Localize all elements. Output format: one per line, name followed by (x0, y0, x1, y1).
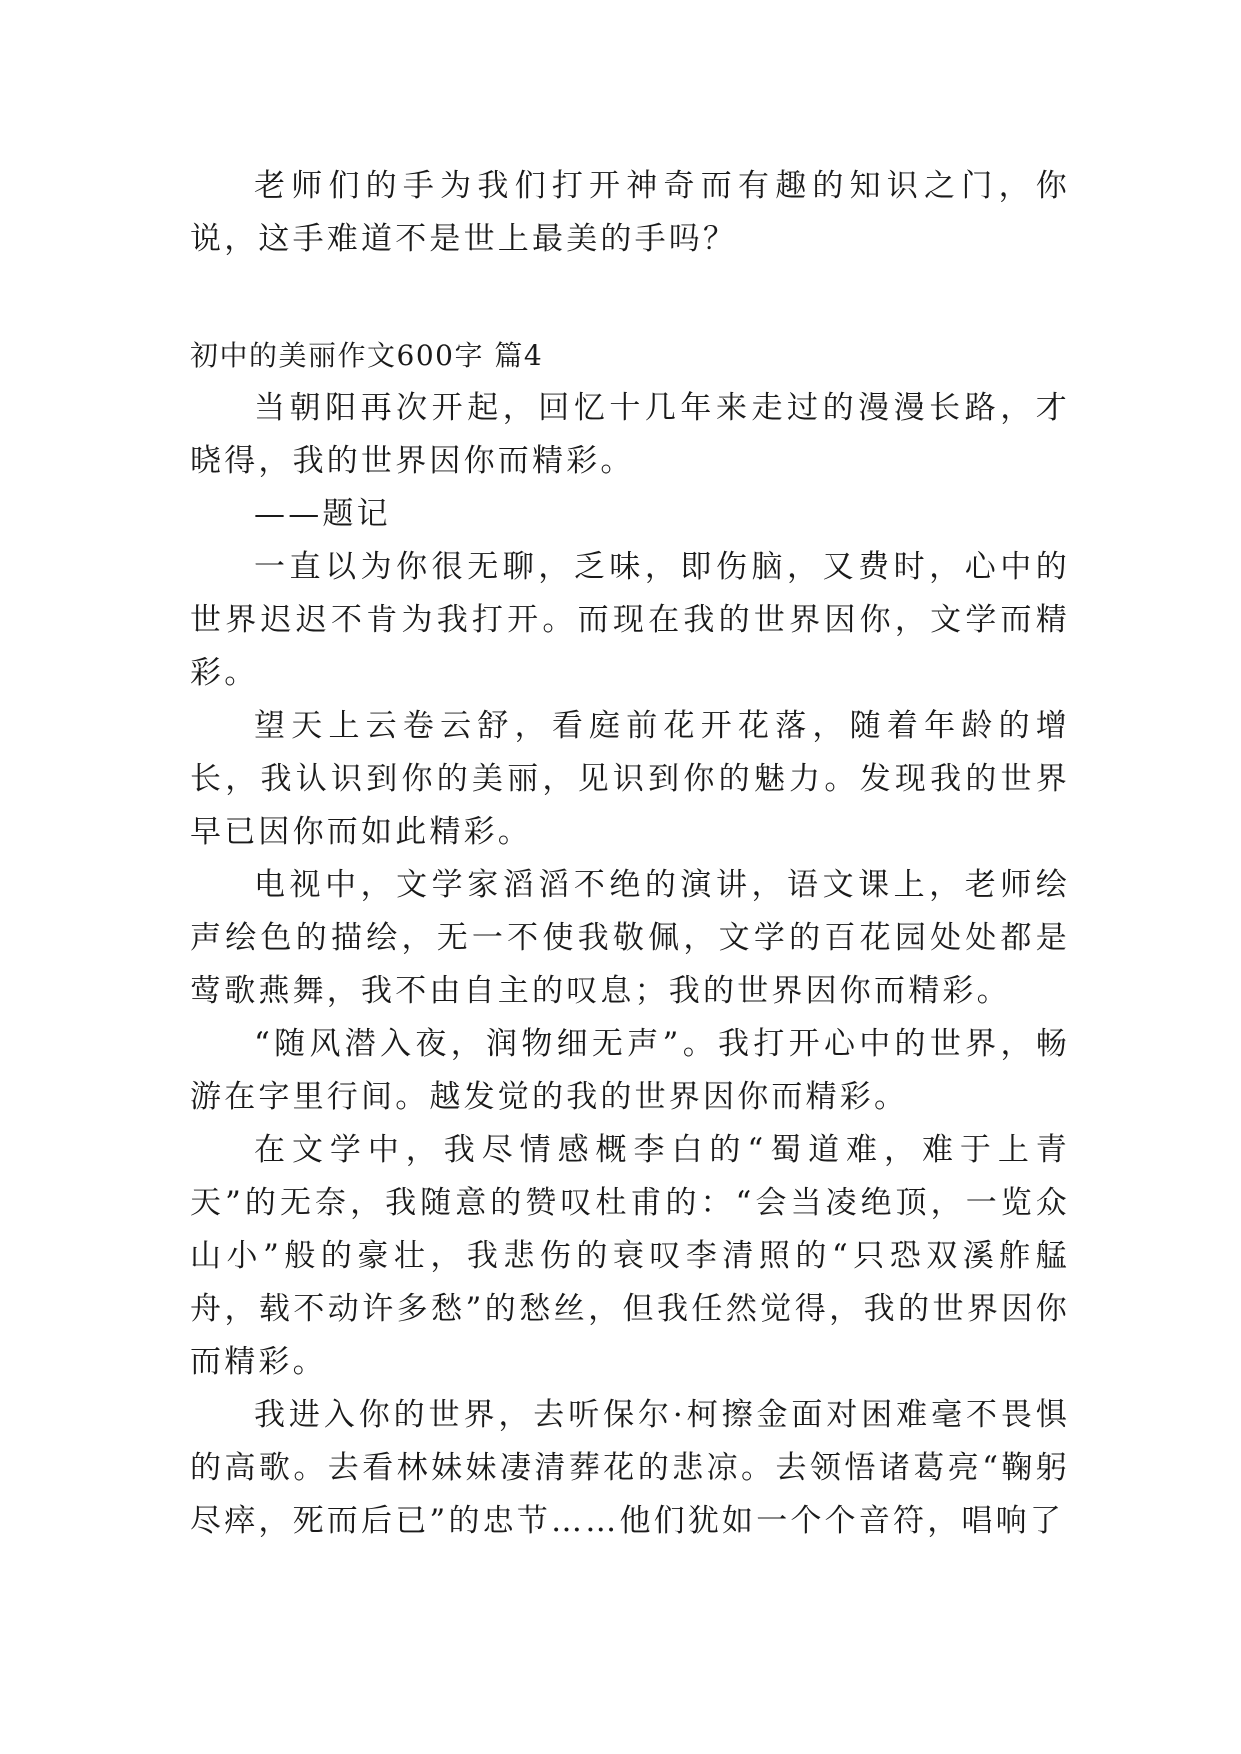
epigraph-attribution: ——题记 (254, 496, 391, 532)
paragraph: 望天上云卷云舒，看庭前花开花落，随着年龄的增长，我认识到你的美丽，见识到你的魅力。发现我的世界早已因你而如此精彩。 (190, 708, 1070, 850)
paragraph: 一直以为你很无聊，乏味，即伤脑，又费时，心中的世界迟迟不肯为我打开。而现在我的世界因你，文学而精彩。 (190, 549, 1070, 691)
section-heading: 初中的美丽作文600字 篇4 (190, 339, 544, 372)
document-body (190, 160, 1070, 1548)
paragraph: 在文学中，我尽情感概李白的“蜀道难，难于上青天”的无奈，我随意的赞叹杜甫的：“会当凌绝顶，一览众山小”般的豪壮，我悲伤的衰叹李清照的“只恐双溪舴艋舟，载不动许多愁”的愁丝，但我任然觉得，我的世界因你而精彩。 (190, 1132, 1070, 1380)
paragraph: 我进入你的世界，去听保尔·柯擦金面对困难毫不畏惧的高歌。去看林妹妹凄清葬花的悲凉。去领悟诸葛亮“鞠躬尽瘁，死而后已”的忠节……他们犹如一个个音符，唱响了 (190, 1397, 1070, 1539)
paragraph: 当朝阳再次开起，回忆十几年来走过的漫漫长路，才晓得，我的世界因你而精彩。 (190, 390, 1070, 479)
paragraph-intro: 老师们的手为我们打开神奇而有趣的知识之门，你说，这手难道不是世上最美的手吗？ (190, 168, 1070, 257)
paragraph: “随风潜入夜，润物细无声”。我打开心中的世界，畅游在字里行间。越发觉的我的世界因你而精彩。 (190, 1026, 1070, 1115)
paragraph: 电视中，文学家滔滔不绝的演讲，语文课上，老师绘声绘色的描绘，无一不使我敬佩，文学的百花园处处都是莺歌燕舞，我不由自主的叹息；我的世界因你而精彩。 (190, 867, 1070, 1009)
